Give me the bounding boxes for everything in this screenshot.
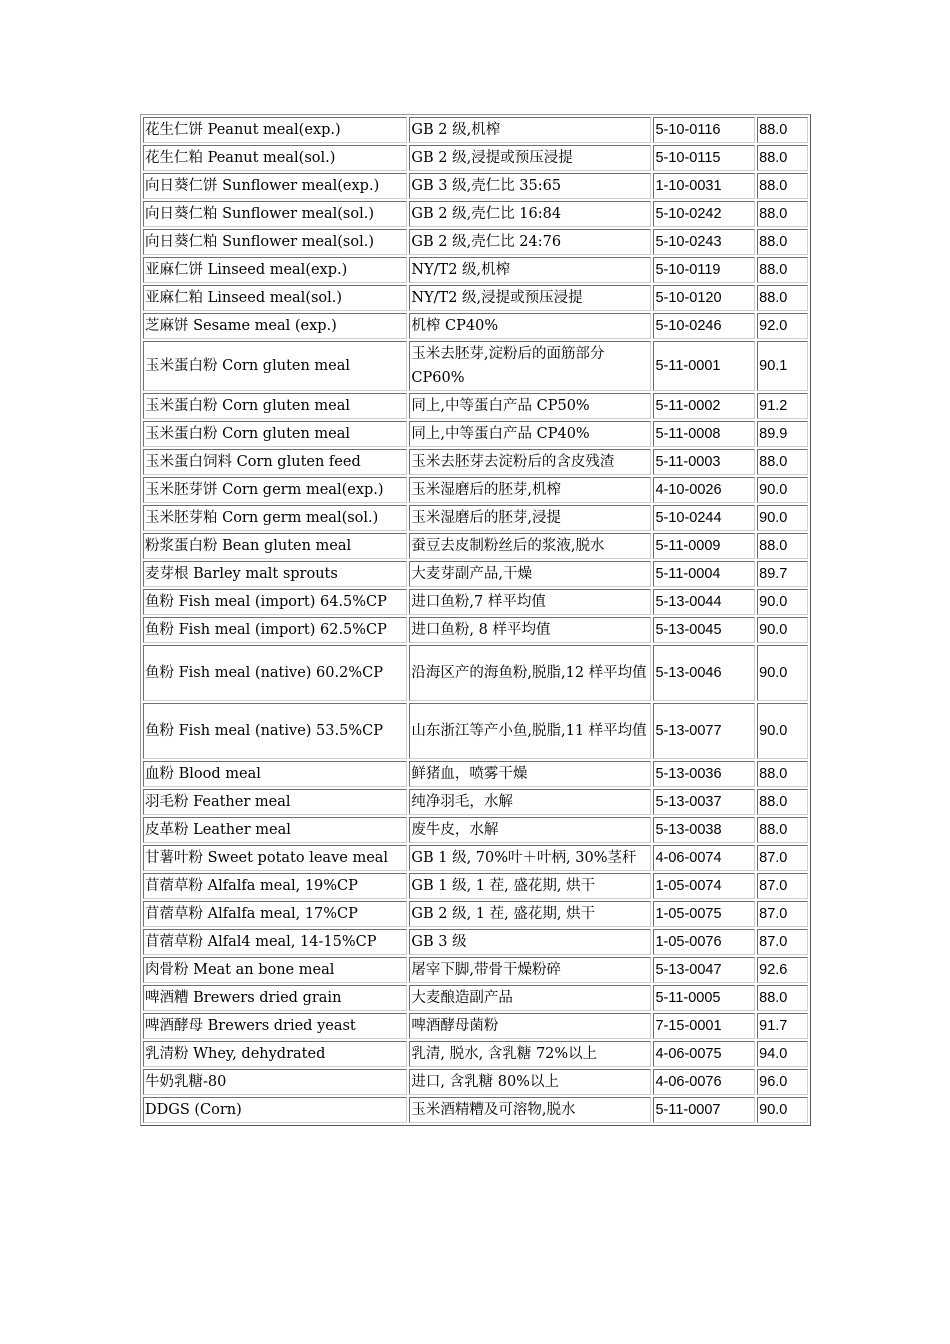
table-row — [143, 1013, 808, 1039]
dry-matter-cell: 87.0 — [757, 873, 808, 899]
feed-code-cell: 5-13-0044 — [653, 589, 755, 615]
description-cell: GB 1 级, 1 茬, 盛花期, 烘干 — [409, 873, 651, 899]
table-row — [143, 313, 808, 339]
feed-name-cell: 鱼粉 Fish meal (native) 53.5%CP — [143, 703, 407, 759]
feed-code-cell: 1-05-0074 — [653, 873, 755, 899]
dry-matter-cell: 90.0 — [757, 589, 808, 615]
description-cell: 屠宰下脚,带骨干燥粉碎 — [409, 957, 651, 983]
feed-code-cell: 4-10-0026 — [653, 477, 755, 503]
dry-matter-cell: 88.0 — [757, 985, 808, 1011]
feed-name-cell: 麦芽根 Barley malt sprouts — [143, 561, 407, 587]
table-row — [143, 761, 808, 787]
feed-code-cell: 5-10-0115 — [653, 145, 755, 171]
dry-matter-cell: 96.0 — [757, 1069, 808, 1095]
dry-matter-cell: 90.0 — [757, 645, 808, 701]
table-row — [143, 1097, 808, 1123]
table-row — [143, 341, 808, 391]
feed-name-cell: 向日葵仁粕 Sunflower meal(sol.) — [143, 201, 407, 227]
table-row — [143, 285, 808, 311]
description-cell: 乳清, 脱水, 含乳糖 72%以上 — [409, 1041, 651, 1067]
feed-ingredient-table — [140, 114, 811, 1126]
feed-code-cell: 5-13-0038 — [653, 817, 755, 843]
description-cell: GB 2 级, 1 茬, 盛花期, 烘干 — [409, 901, 651, 927]
feed-name-cell: DDGS (Corn) — [143, 1097, 407, 1123]
dry-matter-cell: 94.0 — [757, 1041, 808, 1067]
description-cell: GB 2 级,机榨 — [409, 117, 651, 143]
feed-code-cell: 7-15-0001 — [653, 1013, 755, 1039]
table-row — [143, 645, 808, 701]
dry-matter-cell: 88.0 — [757, 173, 808, 199]
dry-matter-cell: 92.0 — [757, 313, 808, 339]
feed-name-cell: 乳清粉 Whey, dehydrated — [143, 1041, 407, 1067]
table-row — [143, 561, 808, 587]
feed-name-cell: 甘薯叶粉 Sweet potato leave meal — [143, 845, 407, 871]
feed-code-cell: 5-13-0045 — [653, 617, 755, 643]
table-row — [143, 985, 808, 1011]
feed-name-cell: 花生仁饼 Peanut meal(exp.) — [143, 117, 407, 143]
feed-name-cell: 玉米蛋白粉 Corn gluten meal — [143, 341, 407, 391]
table-row — [143, 229, 808, 255]
description-cell: 废牛皮，水解 — [409, 817, 651, 843]
table-row — [143, 929, 808, 955]
description-cell: 进口鱼粉, 8 样平均值 — [409, 617, 651, 643]
table-row — [143, 393, 808, 419]
feed-name-cell: 羽毛粉 Feather meal — [143, 789, 407, 815]
feed-name-cell: 玉米胚芽饼 Corn germ meal(exp.) — [143, 477, 407, 503]
dry-matter-cell: 87.0 — [757, 929, 808, 955]
dry-matter-cell: 88.0 — [757, 117, 808, 143]
feed-code-cell: 5-11-0002 — [653, 393, 755, 419]
feed-code-cell: 5-11-0005 — [653, 985, 755, 1011]
dry-matter-cell: 90.0 — [757, 477, 808, 503]
table-row — [143, 873, 808, 899]
feed-code-cell: 5-13-0047 — [653, 957, 755, 983]
dry-matter-cell: 88.0 — [757, 145, 808, 171]
dry-matter-cell: 88.0 — [757, 229, 808, 255]
table-row — [143, 703, 808, 759]
description-cell: NY/T2 级,机榨 — [409, 257, 651, 283]
table-row — [143, 201, 808, 227]
description-cell: 纯净羽毛，水解 — [409, 789, 651, 815]
feed-code-cell: 5-10-0119 — [653, 257, 755, 283]
dry-matter-cell: 92.6 — [757, 957, 808, 983]
feed-name-cell: 牛奶乳糖-80 — [143, 1069, 407, 1095]
description-cell: 玉米去胚芽去淀粉后的含皮残渣 — [409, 449, 651, 475]
feed-name-cell: 玉米蛋白饲料 Corn gluten feed — [143, 449, 407, 475]
feed-code-cell: 4-06-0076 — [653, 1069, 755, 1095]
table-row — [143, 617, 808, 643]
description-cell: GB 2 级,壳仁比 16:84 — [409, 201, 651, 227]
table-row — [143, 117, 808, 143]
dry-matter-cell: 88.0 — [757, 285, 808, 311]
table-row — [143, 845, 808, 871]
feed-name-cell: 花生仁粕 Peanut meal(sol.) — [143, 145, 407, 171]
dry-matter-cell: 89.9 — [757, 421, 808, 447]
table-row — [143, 789, 808, 815]
description-cell: 玉米去胚芽,淀粉后的面筋部分 CP60% — [409, 341, 651, 391]
dry-matter-cell: 90.1 — [757, 341, 808, 391]
feed-code-cell: 5-11-0009 — [653, 533, 755, 559]
description-cell: 玉米酒精糟及可溶物,脱水 — [409, 1097, 651, 1123]
feed-code-cell: 5-13-0036 — [653, 761, 755, 787]
dry-matter-cell: 88.0 — [757, 817, 808, 843]
feed-name-cell: 芝麻饼 Sesame meal (exp.) — [143, 313, 407, 339]
feed-code-cell: 5-11-0001 — [653, 341, 755, 391]
description-cell: 山东浙江等产小鱼,脱脂,11 样平均值 — [409, 703, 651, 759]
dry-matter-cell: 88.0 — [757, 201, 808, 227]
description-cell: GB 2 级,浸提或预压浸提 — [409, 145, 651, 171]
description-cell: 大麦酿造副产品 — [409, 985, 651, 1011]
description-cell: 啤酒酵母菌粉 — [409, 1013, 651, 1039]
dry-matter-cell: 90.0 — [757, 617, 808, 643]
description-cell: 沿海区产的海鱼粉,脱脂,12 样平均值 — [409, 645, 651, 701]
dry-matter-cell: 90.0 — [757, 1097, 808, 1123]
table-row — [143, 145, 808, 171]
dry-matter-cell: 87.0 — [757, 901, 808, 927]
description-cell: NY/T2 级,浸提或预压浸提 — [409, 285, 651, 311]
description-cell: 玉米湿磨后的胚芽,浸提 — [409, 505, 651, 531]
description-cell: 进口, 含乳糖 80%以上 — [409, 1069, 651, 1095]
feed-name-cell: 玉米胚芽粕 Corn germ meal(sol.) — [143, 505, 407, 531]
dry-matter-cell: 89.7 — [757, 561, 808, 587]
dry-matter-cell: 88.0 — [757, 257, 808, 283]
table-row — [143, 505, 808, 531]
dry-matter-cell: 88.0 — [757, 761, 808, 787]
dry-matter-cell: 88.0 — [757, 449, 808, 475]
feed-name-cell: 肉骨粉 Meat an bone meal — [143, 957, 407, 983]
description-cell: GB 1 级, 70%叶＋叶柄, 30%茎秆 — [409, 845, 651, 871]
feed-code-cell: 5-13-0077 — [653, 703, 755, 759]
feed-name-cell: 粉浆蛋白粉 Bean gluten meal — [143, 533, 407, 559]
feed-code-cell: 5-10-0244 — [653, 505, 755, 531]
feed-name-cell: 亚麻仁粕 Linseed meal(sol.) — [143, 285, 407, 311]
table-row — [143, 533, 808, 559]
feed-code-cell: 1-10-0031 — [653, 173, 755, 199]
table-row — [143, 957, 808, 983]
dry-matter-cell: 88.0 — [757, 533, 808, 559]
dry-matter-cell: 91.7 — [757, 1013, 808, 1039]
feed-code-cell: 5-13-0037 — [653, 789, 755, 815]
dry-matter-cell: 87.0 — [757, 845, 808, 871]
feed-code-cell: 5-11-0008 — [653, 421, 755, 447]
feed-code-cell: 1-05-0075 — [653, 901, 755, 927]
description-cell: 同上,中等蛋白产品 CP50% — [409, 393, 651, 419]
feed-code-cell: 1-05-0076 — [653, 929, 755, 955]
table-row — [143, 421, 808, 447]
table-row — [143, 1069, 808, 1095]
feed-name-cell: 亚麻仁饼 Linseed meal(exp.) — [143, 257, 407, 283]
feed-name-cell: 鱼粉 Fish meal (import) 62.5%CP — [143, 617, 407, 643]
description-cell: GB 3 级 — [409, 929, 651, 955]
feed-name-cell: 血粉 Blood meal — [143, 761, 407, 787]
dry-matter-cell: 91.2 — [757, 393, 808, 419]
feed-name-cell: 啤酒糟 Brewers dried grain — [143, 985, 407, 1011]
description-cell: 大麦芽副产品,干燥 — [409, 561, 651, 587]
feed-code-cell: 5-10-0243 — [653, 229, 755, 255]
feed-name-cell: 苜蓿草粉 Alfalfa meal, 17%CP — [143, 901, 407, 927]
dry-matter-cell: 90.0 — [757, 703, 808, 759]
feed-code-cell: 5-13-0046 — [653, 645, 755, 701]
feed-code-cell: 5-10-0120 — [653, 285, 755, 311]
description-cell: 机榨 CP40% — [409, 313, 651, 339]
description-cell: 同上,中等蛋白产品 CP40% — [409, 421, 651, 447]
feed-code-cell: 5-11-0004 — [653, 561, 755, 587]
table-row — [143, 477, 808, 503]
dry-matter-cell: 90.0 — [757, 505, 808, 531]
description-cell: GB 2 级,壳仁比 24:76 — [409, 229, 651, 255]
table-row — [143, 257, 808, 283]
feed-name-cell: 鱼粉 Fish meal (native) 60.2%CP — [143, 645, 407, 701]
description-cell: 鲜猪血，喷雾干燥 — [409, 761, 651, 787]
feed-name-cell: 向日葵仁饼 Sunflower meal(exp.) — [143, 173, 407, 199]
table-row — [143, 173, 808, 199]
feed-name-cell: 鱼粉 Fish meal (import) 64.5%CP — [143, 589, 407, 615]
table-body — [143, 117, 808, 1123]
feed-code-cell: 5-10-0116 — [653, 117, 755, 143]
description-cell: 蚕豆去皮制粉丝后的浆液,脱水 — [409, 533, 651, 559]
feed-code-cell: 5-11-0003 — [653, 449, 755, 475]
dry-matter-cell: 88.0 — [757, 789, 808, 815]
table-row — [143, 589, 808, 615]
feed-name-cell: 皮革粉 Leather meal — [143, 817, 407, 843]
feed-code-cell: 5-10-0246 — [653, 313, 755, 339]
description-cell: 玉米湿磨后的胚芽,机榨 — [409, 477, 651, 503]
feed-name-cell: 向日葵仁粕 Sunflower meal(sol.) — [143, 229, 407, 255]
table-row — [143, 817, 808, 843]
table-row — [143, 901, 808, 927]
feed-name-cell: 啤酒酵母 Brewers dried yeast — [143, 1013, 407, 1039]
feed-code-cell: 4-06-0075 — [653, 1041, 755, 1067]
description-cell: 进口鱼粉,7 样平均值 — [409, 589, 651, 615]
feed-name-cell: 玉米蛋白粉 Corn gluten meal — [143, 421, 407, 447]
feed-code-cell: 5-10-0242 — [653, 201, 755, 227]
feed-code-cell: 4-06-0074 — [653, 845, 755, 871]
table-row — [143, 1041, 808, 1067]
feed-name-cell: 苜蓿草粉 Alfalfa meal, 19%CP — [143, 873, 407, 899]
description-cell: GB 3 级,壳仁比 35:65 — [409, 173, 651, 199]
table-row — [143, 449, 808, 475]
feed-name-cell: 玉米蛋白粉 Corn gluten meal — [143, 393, 407, 419]
feed-name-cell: 苜蓿草粉 Alfal4 meal, 14-15%CP — [143, 929, 407, 955]
feed-code-cell: 5-11-0007 — [653, 1097, 755, 1123]
